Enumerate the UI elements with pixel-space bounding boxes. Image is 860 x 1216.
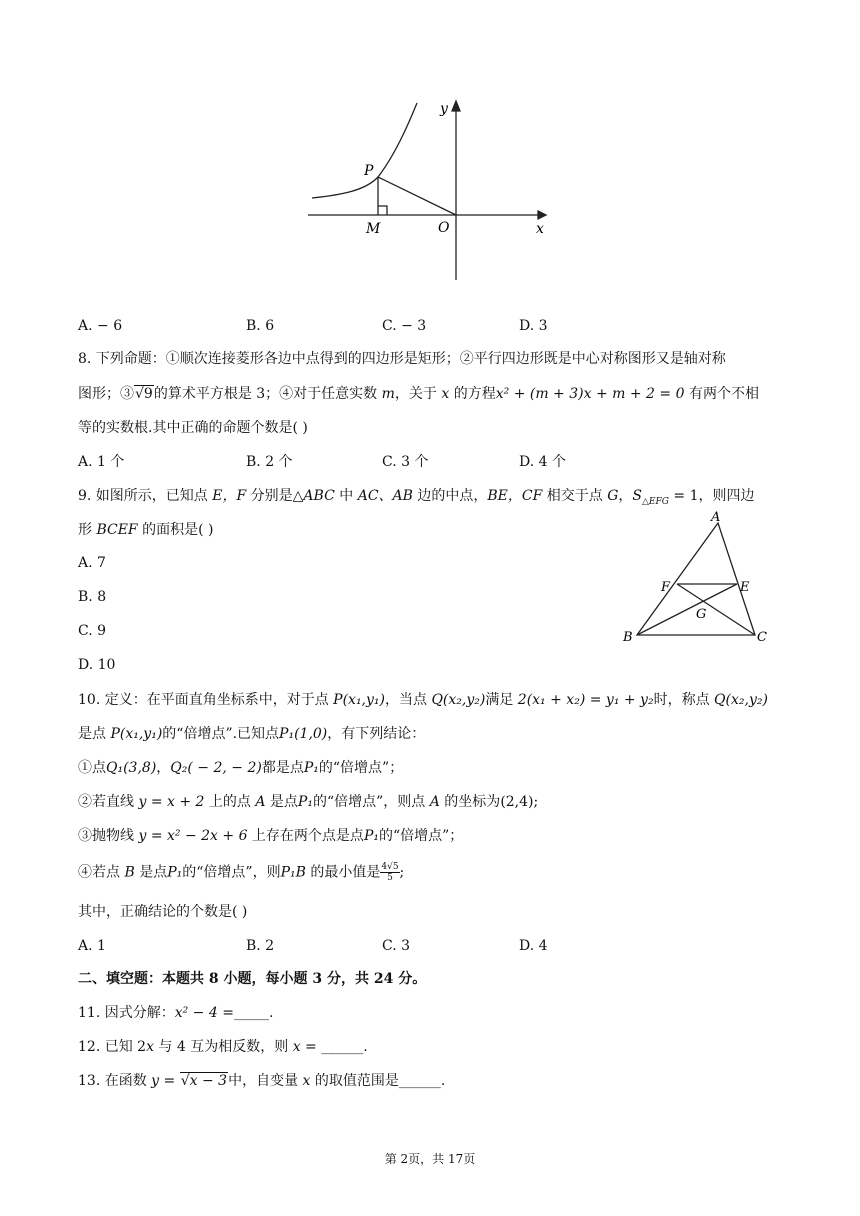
x-axis-label: x xyxy=(536,221,544,237)
q10-option-b: B. 2 xyxy=(246,938,275,954)
q8-line-1: 8. 下列命题：①顺次连接菱形各边中点得到的四边形是矩形；②平行四边形既是中心对称图形又是轴对称 xyxy=(78,351,726,367)
coordinate-figure xyxy=(300,95,560,285)
q9-option-a: A. 7 xyxy=(78,555,106,571)
q10-claim-3: ③抛物线 y = x² − 2x + 6 上存在两个点是点P₁的“倍增点”； xyxy=(78,828,464,844)
q8-option-b: B. 2 个 xyxy=(246,454,293,470)
q12-line: 12. 已知 2x 与 4 互为相反数，则 x = ______. xyxy=(78,1039,368,1055)
q9-option-c: C. 9 xyxy=(78,623,107,639)
q7-option-d: D. 3 xyxy=(519,318,548,334)
vertex-a-label: A xyxy=(711,510,721,525)
point-p-label: P xyxy=(364,163,374,179)
point-m-label: M xyxy=(366,221,381,237)
triangle-figure xyxy=(615,505,775,650)
q9-line-1: 9. 如图所示，已知点 E，F 分别是△ABC 中 AC、AB 边的中点，BE，CF 相交于点 G，$S_{\triangle EFG} = 1$，则四边 xyxy=(78,488,755,507)
point-o-label: O xyxy=(438,220,450,236)
q10-claim-2: ②若直线 y = x + 2 上的点 A 是点P₁的“倍增点”，则点 A 的坐标为(2,4); xyxy=(78,794,539,810)
vertex-c-label: C xyxy=(757,630,767,645)
q11-line: 11. 因式分解：x² − 4 =_____. xyxy=(78,1005,274,1021)
point-e-label: E xyxy=(740,580,750,595)
y-axis-label: y xyxy=(440,101,448,117)
q10-option-c: C. 3 xyxy=(382,938,411,954)
q13-line: 13. 在函数 y = √x − 3中，自变量 x 的取值范围是______. xyxy=(78,1073,446,1089)
q8-option-d: D. 4 个 xyxy=(519,454,566,470)
q10-claim-1: ①点Q₁(3,8)，Q₂( − 2, − 2)都是点P₁的“倍增点”； xyxy=(78,760,404,776)
q8-option-c: C. 3 个 xyxy=(382,454,429,470)
q9-option-b: B. 8 xyxy=(78,589,107,605)
fraction-4root5-over-5: $\frac{4√5}{5}$ xyxy=(381,862,399,883)
q10-option-a: A. 1 xyxy=(78,938,106,954)
q8-line-2: 图形；③√9的算术平方根是 3；④对于任意实数 m，关于 x 的方程x² + (m + 3)x + m + 2 = 0 有两个不相 xyxy=(78,386,759,402)
q10-claim-4: ④若点 B 是点P₁的“倍增点”，则P₁B 的最小值是 $\frac{4√5}{5}$ ; xyxy=(78,862,405,883)
q8-line-3: 等的实数根.其中正确的命题个数是( ) xyxy=(78,420,308,436)
q7-option-a: A. − 6 xyxy=(78,318,123,334)
point-g-label: G xyxy=(696,607,707,622)
section-2-title: 二、填空题：本题共 8 小题，每小题 3 分，共 24 分。 xyxy=(78,971,427,987)
q7-option-b: B. 6 xyxy=(246,318,275,334)
q9-line-2: 形 BCEF 的面积是( ) xyxy=(78,522,214,538)
q10-line-2: 是点 P(x₁,y₁)的“倍增点”.已知点P₁(1,0)，有下列结论： xyxy=(78,726,426,742)
point-f-label: F xyxy=(661,580,671,595)
q10-option-d: D. 4 xyxy=(519,938,548,954)
q7-option-c: C. − 3 xyxy=(382,318,427,334)
q10-line-end: 其中，正确结论的个数是( ) xyxy=(78,904,248,920)
q8-option-a: A. 1 个 xyxy=(78,454,125,470)
q10-line-1: 10. 定义：在平面直角坐标系中，对于点 P(x₁,y₁)，当点 Q(x₂,y₂)满足 2(x₁ + x₂) = y₁ + y₂时，称点 Q(x₂,y₂) xyxy=(78,692,768,708)
vertex-b-label: B xyxy=(623,630,633,645)
page-footer: 第 2页，共 17页 xyxy=(384,1152,476,1166)
q9-option-d: D. 10 xyxy=(78,657,116,673)
